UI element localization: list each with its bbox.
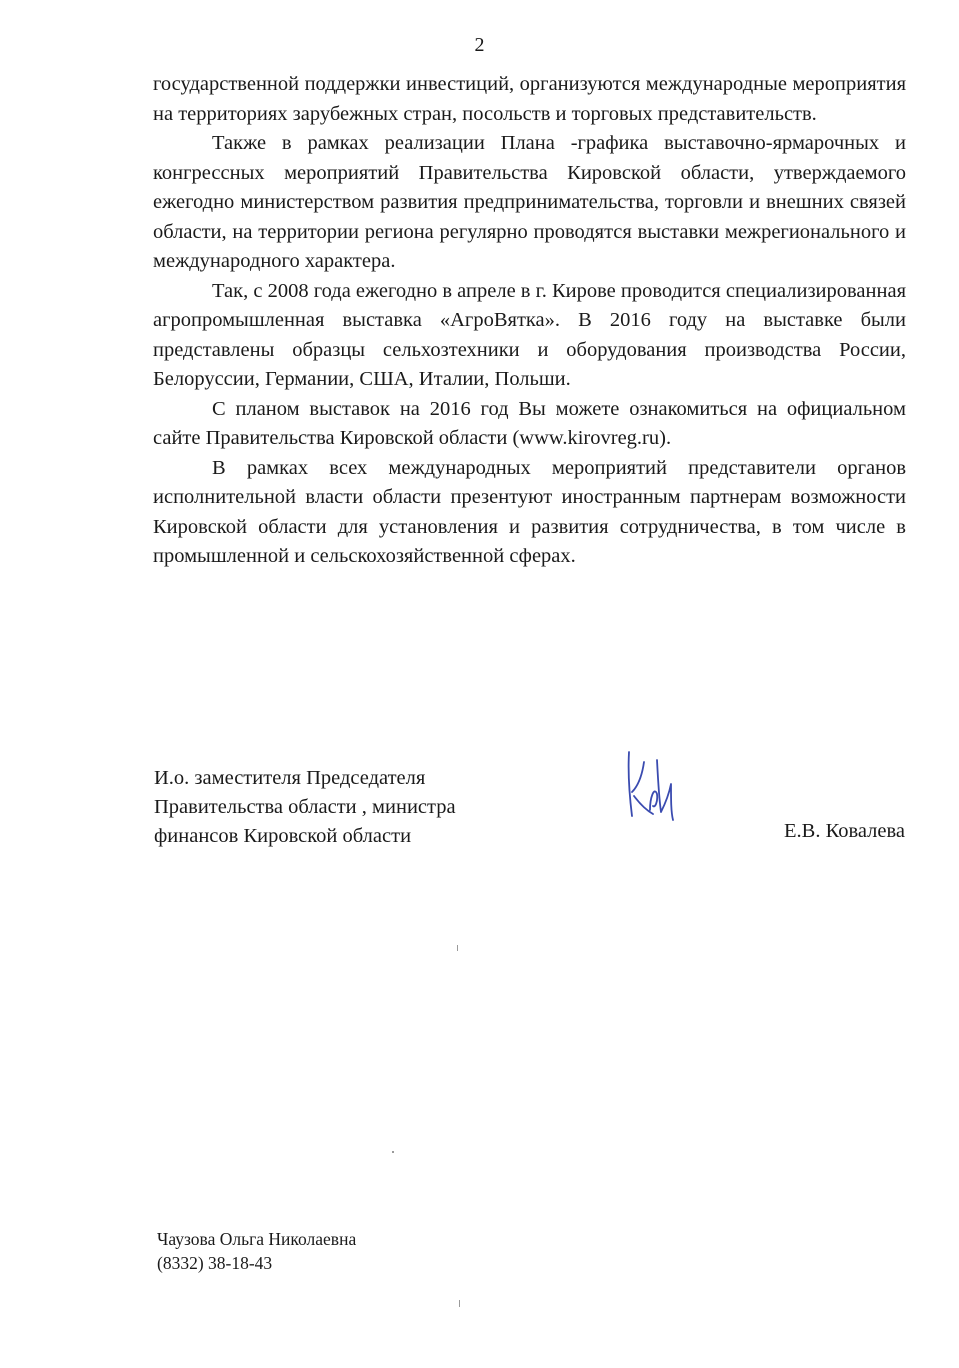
scan-speck — [459, 1300, 460, 1307]
signer-position — [154, 764, 456, 851]
scan-speck — [392, 1151, 394, 1153]
executor-name: Чаузова Ольга Николаевна — [157, 1229, 357, 1249]
executor-phone: (8332) 38-18-43 — [157, 1253, 273, 1273]
body-paragraph: В рамках всех международных мероприятий представители органов исполнительной власти области презентуют иностранным партнерам возможности Кировской области для установления и развития сотрудничества, в том числе в промышленной и сельскохозяйственной сферах. — [153, 456, 906, 567]
letter-body — [153, 70, 906, 572]
body-paragraph: государственной поддержки инвестиций, организуются международные мероприятия на территориях зарубежных стран, посольств и торговых представительств. — [153, 73, 906, 125]
scan-speck — [457, 945, 458, 951]
signer-position-line: И.о. заместителя Председателя — [154, 767, 426, 789]
executor-info — [157, 1227, 356, 1275]
body-paragraph: С планом выставок на 2016 год Вы можете ознакомиться на официальном сайте Правительства Кировской области (www.kirovreg.ru). — [153, 397, 906, 449]
page-number: 2 — [474, 34, 485, 56]
signer-name: Е.В. Ковалева — [784, 820, 905, 842]
signer-position-line: Правительства области , министра — [154, 796, 456, 818]
body-paragraph: Также в рамках реализации Плана -графика выставочно-ярмарочных и конгрессных мероприятий Правительства Кировской области, утверждаемого ежегодно министерством развития предпринимательства, торговли и внешних связей области, на территории региона регулярно проводятся выставки межрегионального и международного характера. — [153, 132, 906, 272]
body-paragraph: Так, с 2008 года ежегодно в апреле в г. Кирове проводится специализированная агропромышленная выставка «АгроВятка». В 2016 году на выставке были представлены образцы сельхозтехники и оборудования производства России, Белоруссии, Германии, США, Италии, Польши. — [153, 279, 906, 390]
handwritten-signature — [620, 746, 678, 826]
signer-position-line: финансов Кировской области — [154, 825, 412, 847]
